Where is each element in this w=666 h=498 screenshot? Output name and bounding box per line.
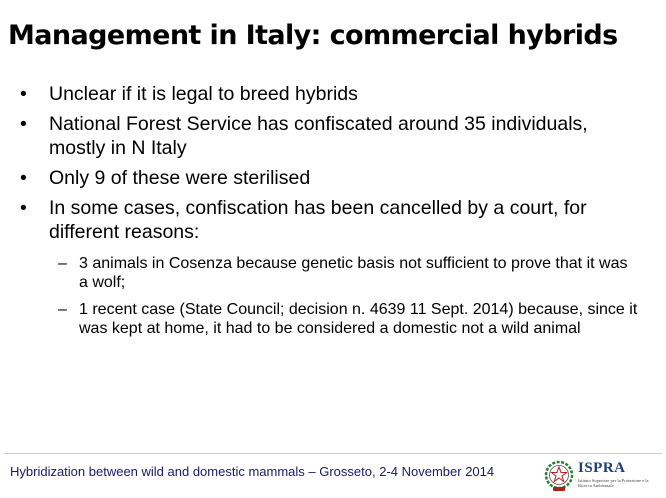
bullet-text: Only 9 of these were sterilised [49,167,311,189]
footer-divider [4,453,662,454]
slide-title: Management in Italy: commercial hybrids [8,20,618,51]
bullet-item [0,82,640,106]
ispra-logo [544,458,660,494]
sub-bullet-list [49,254,640,338]
bullet-text: In some cases, confiscation has been cancelled by a court, for different reasons: [49,197,587,243]
bullet-text: National Forest Service has confiscated around 35 individuals, mostly in N Italy [49,113,588,159]
sub-bullet-text: 1 recent case (State Council; decision n. 4639 11 Sept. 2014) because, since it was kept at home, it had to be considered a domestic not a wild animal [79,301,638,337]
italian-republic-emblem-icon [544,458,574,494]
logo-subtitle: Istituto Superiore per la Protezione e la Ricerca Ambientale [578,478,649,488]
bullet-item [0,112,640,160]
logo-brand: ISPRA [578,460,626,476]
sub-bullet-item [0,300,640,338]
sub-bullet-text: 3 animals in Cosenza because genetic basis not sufficient to prove that it was a wolf; [79,255,628,291]
bullet-list [0,82,640,346]
bullet-item [0,166,640,190]
sub-bullet-item [0,254,640,292]
bullet-item [0,196,640,338]
footer-text: Hybridization between wild and domestic mammals – Grosseto, 2-4 November 2014 [10,464,495,479]
bullet-text: Unclear if it is legal to breed hybrids [49,83,358,105]
